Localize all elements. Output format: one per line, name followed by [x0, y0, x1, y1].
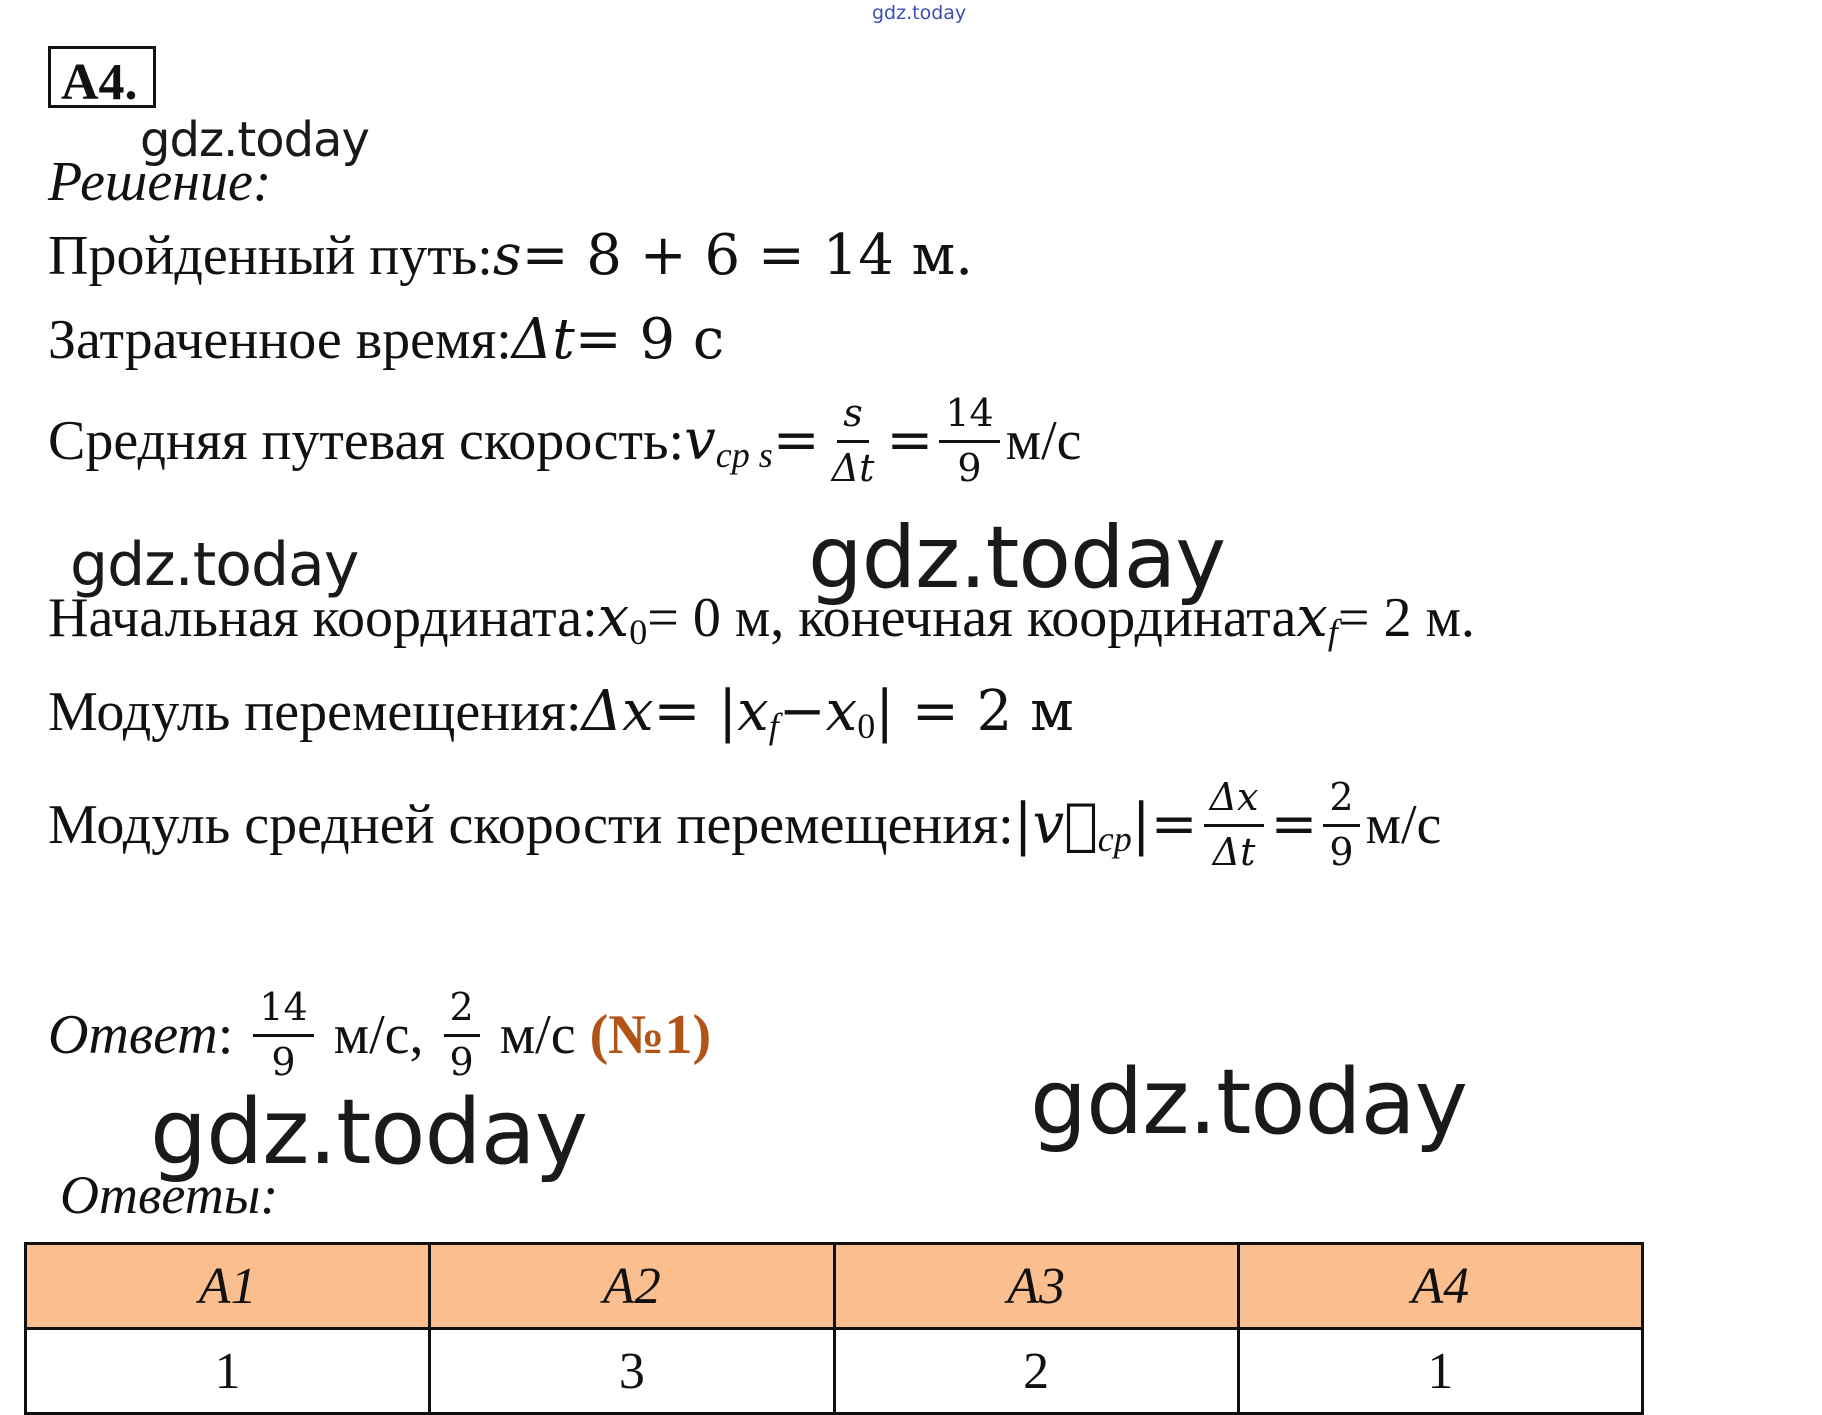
task-label: A4. [61, 54, 138, 111]
watermark: gdz.today [150, 1080, 588, 1185]
answer-fraction-2-over-9 [444, 986, 480, 1084]
table-cell: 3 [430, 1329, 834, 1414]
time-text: Затраченное время: [48, 309, 512, 371]
fraction-numerator: 2 [444, 986, 480, 1037]
time-line [48, 307, 725, 372]
fraction-numerator: s [837, 392, 869, 443]
table-header-row [26, 1244, 1643, 1329]
coordinates-text: Начальная координата: [48, 587, 598, 649]
equals-bar: = | [653, 679, 738, 744]
answer-badge: (№1) [589, 1004, 712, 1067]
fraction-dx-over-dt [1204, 776, 1265, 874]
distance-var: s [492, 223, 522, 288]
x-subscript: f [1327, 612, 1338, 652]
minus: − [778, 679, 826, 744]
time-expr: = 9 с [574, 307, 725, 372]
fraction-2-over-9 [1323, 776, 1359, 874]
watermark: gdz.today [140, 112, 369, 168]
answers-heading: Ответы: [60, 1165, 279, 1225]
equals: = [1150, 792, 1198, 858]
equals: = [886, 408, 934, 474]
watermark: gdz.today [1030, 1050, 1468, 1155]
table-cell: 1 [1238, 1329, 1642, 1414]
equals: = [772, 408, 820, 474]
x-var: x [1296, 585, 1328, 650]
answer-fraction-14-over-9 [253, 986, 313, 1084]
unit: м/с [1365, 794, 1442, 857]
fraction-numerator: 14 [253, 986, 313, 1037]
avg-velocity-line [48, 776, 1441, 874]
distance-line [48, 223, 974, 288]
avg-path-speed-text: Средняя путевая скорость: [48, 410, 685, 473]
answer-label: Ответ [48, 1004, 218, 1067]
x-var: x [597, 585, 630, 650]
table-header-cell: A1 [26, 1244, 430, 1329]
x-var: x [737, 679, 769, 744]
answer-unit: м/с [485, 1004, 590, 1067]
table-header-cell: A4 [1238, 1244, 1642, 1329]
fraction-denominator: 9 [271, 1039, 296, 1084]
top-watermark: gdz.today [872, 2, 967, 24]
watermark: gdz.today [70, 530, 359, 600]
fraction-denominator: 9 [1329, 829, 1354, 874]
fraction-14-over-9 [939, 392, 999, 490]
avg-path-speed-line [48, 392, 1082, 490]
watermark: gdz.today [808, 508, 1226, 608]
coordinates-expr: = 2 м. [1337, 587, 1475, 649]
distance-expr: = 8 + 6 = 14 м. [521, 223, 974, 288]
fraction-denominator: Δt [831, 445, 875, 490]
x-var: x [825, 679, 858, 744]
speed-subscript: ср s [715, 435, 773, 476]
table-cell: 2 [834, 1329, 1238, 1414]
answers-table [24, 1242, 1644, 1415]
task-label-box [48, 46, 156, 111]
avg-velocity-text: Модуль средней скорости перемещения: [48, 794, 1014, 857]
fraction-s-over-dt [826, 392, 881, 490]
x-subscript: 0 [857, 706, 876, 746]
fraction-numerator: Δx [1204, 776, 1265, 827]
equals: = [1270, 792, 1318, 858]
x-subscript: 0 [629, 612, 648, 652]
table-row [26, 1329, 1643, 1414]
velocity-vector: |v⃗ [1013, 792, 1098, 858]
coordinates-expr: = 0 м, конечная координата [647, 587, 1297, 649]
distance-text: Пройденный путь: [48, 225, 493, 287]
fraction-denominator: Δt [1212, 829, 1256, 874]
unit: м/с [1005, 410, 1082, 473]
displacement-text: Модуль перемещения: [48, 681, 582, 743]
velocity-subscript: ср [1097, 819, 1132, 860]
x-subscript: f [768, 706, 779, 746]
table-header-cell: A2 [430, 1244, 834, 1329]
time-var: Δt [511, 307, 575, 372]
table-cell: 1 [26, 1329, 430, 1414]
displacement-result: | = 2 м [875, 679, 1074, 744]
answer-colon: : [217, 1004, 248, 1067]
displacement-line [48, 679, 1074, 746]
speed-var: v [684, 408, 716, 474]
answer-line [48, 986, 711, 1084]
coordinates-line [48, 585, 1475, 652]
dx-var: Δx [581, 679, 654, 744]
table-header-cell: A3 [834, 1244, 1238, 1329]
abs-bar: | [1131, 792, 1151, 858]
fraction-numerator: 2 [1323, 776, 1359, 827]
fraction-denominator: 9 [957, 445, 982, 490]
solution-heading: Решение: [48, 151, 272, 213]
fraction-numerator: 14 [939, 392, 999, 443]
answer-separator: м/с, [319, 1004, 438, 1067]
fraction-denominator: 9 [449, 1039, 474, 1084]
